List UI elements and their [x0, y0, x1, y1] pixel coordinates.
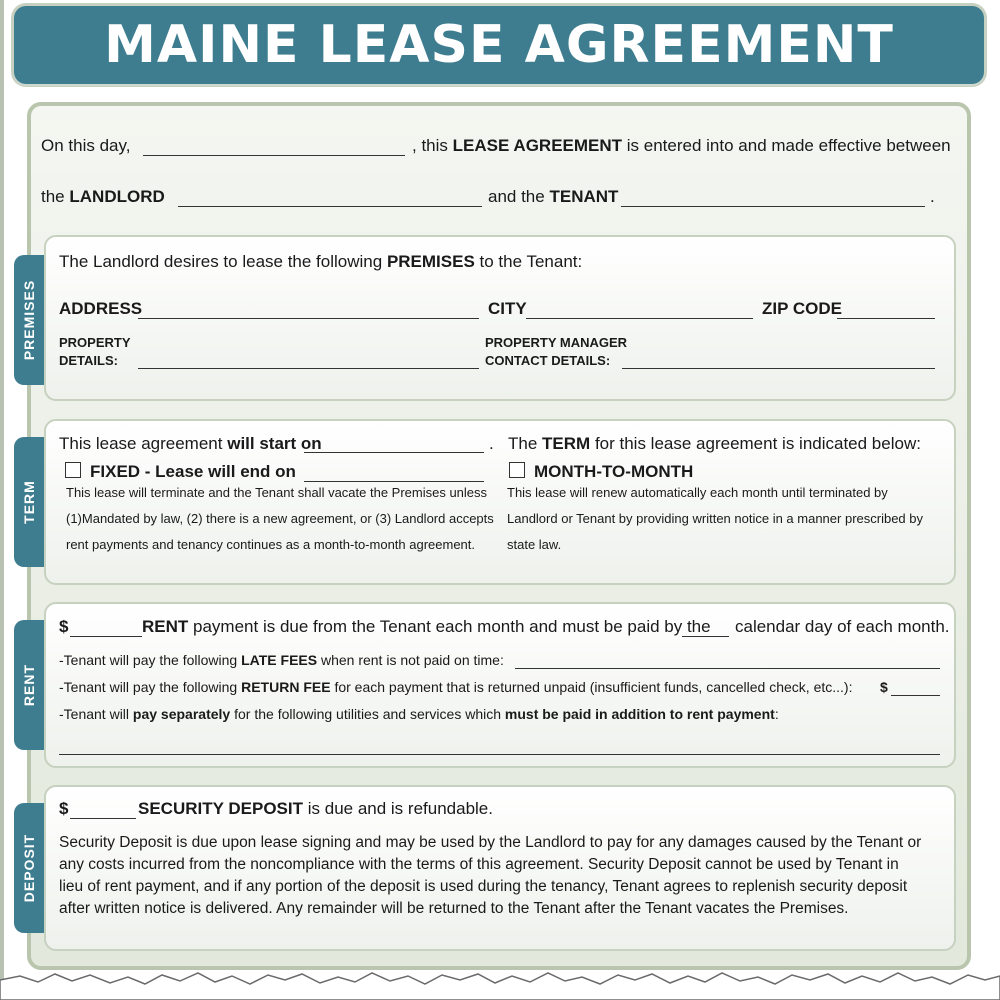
intro-period: . [930, 187, 935, 206]
zip-field[interactable] [837, 318, 935, 319]
city-label: CITY [488, 299, 527, 318]
fixed-label: FIXED - Lease will end on [90, 462, 296, 481]
deposit-paragraph-4: after written notice is delivered. Any remainder will be returned to the Tenant after the Tenant vacates the Premises. [59, 900, 849, 917]
intro-on-this-day: On this day, [41, 136, 131, 155]
term-tab: TERM [14, 437, 44, 567]
month-desc-1: This lease will renew automatically each month until terminated by [507, 485, 888, 500]
end-date-field[interactable] [304, 481, 484, 482]
date-field[interactable] [143, 155, 405, 156]
page-edge [0, 0, 4, 1000]
premises-desire-a: The Landlord desires to lease the following [59, 252, 383, 271]
deposit-dollar: $ [59, 799, 69, 818]
term-dot: . [489, 434, 494, 453]
util-colon: : [774, 706, 779, 722]
term-indicated: for this lease agreement is indicated below: [594, 434, 921, 453]
late-text-a: -Tenant will pay the following [59, 652, 238, 668]
premises-desire-c: to the Tenant: [479, 252, 583, 271]
address-field[interactable] [138, 318, 479, 319]
premises-tab: PREMISES [14, 255, 44, 385]
rent-amount-field[interactable] [70, 636, 142, 637]
rent-day-field[interactable] [682, 636, 729, 637]
deposit-paragraph-2: any costs incurred from the noncompliance with the terms of this agreement. Security Deposit cannot be used by Tenant in [59, 856, 899, 873]
late-fees-label: LATE FEES [241, 652, 318, 668]
intro-and-the: and the [488, 187, 545, 206]
city-field[interactable] [526, 318, 753, 319]
term-start-a: This lease agreement [59, 434, 223, 453]
manager-label-1: PROPERTY MANAGER [485, 335, 628, 350]
manager-contact-field[interactable] [622, 368, 935, 369]
term-start-b: will start on [227, 434, 322, 453]
deposit-tab: DEPOSIT [14, 803, 44, 933]
month-desc-2: Landlord or Tenant by providing written notice in a manner prescribed by [507, 511, 923, 526]
rent-dollar: $ [59, 617, 69, 636]
return-text-a: -Tenant will pay the following [59, 679, 238, 695]
month-desc-3: state law. [507, 537, 562, 552]
page-title: MAINE LEASE AGREEMENT [104, 15, 894, 75]
intro-lease-agreement: LEASE AGREEMENT [452, 136, 623, 155]
security-deposit-label: SECURITY DEPOSIT [138, 799, 303, 818]
intro-the: the [41, 187, 65, 206]
rent-tab: RENT [14, 620, 44, 750]
fixed-desc-2: (1)Mandated by law, (2) there is a new agreement, or (3) Landlord accepts [66, 511, 494, 526]
month-to-month-label: MONTH-TO-MONTH [534, 462, 694, 481]
fixed-checkbox[interactable] [65, 462, 81, 478]
intro-entered: is entered into and made effective between [626, 136, 951, 155]
late-text-c: when rent is not paid on time: [320, 652, 504, 668]
return-text-c: for each payment that is returned unpaid (insufficient funds, cancelled check, etc...): [334, 679, 853, 695]
deposit-paragraph-1: Security Deposit is due upon lease signing and may be used by the Landlord to pay for any damages caused by the Tenant or [59, 834, 922, 851]
premises-desire-b: PREMISES [386, 252, 475, 271]
return-dollar: $ [880, 679, 888, 695]
term-term: TERM [542, 434, 591, 453]
deposit-refundable-text: is due and is refundable. [307, 799, 493, 818]
property-details-label-2: DETAILS: [59, 353, 118, 368]
fixed-desc-3: rent payments and tenancy continues as a month-to-month agreement. [66, 537, 476, 552]
fixed-desc-1: This lease will terminate and the Tenant shall vacate the Premises unless [66, 485, 488, 500]
intro-tenant: TENANT [549, 187, 619, 206]
rent-label: RENT [142, 617, 189, 636]
torn-edge-decoration [0, 966, 1000, 1000]
return-fee-field[interactable] [891, 695, 940, 696]
tenant-field[interactable] [621, 206, 925, 207]
rent-text-c: calendar day of each month. [735, 617, 950, 636]
address-label: ADDRESS [59, 299, 143, 318]
deposit-paragraph-3: lieu of rent payment, and if any portion of the deposit is used during the tenancy, Tenant agrees to replenish security deposit [59, 878, 908, 895]
start-date-field[interactable] [304, 452, 484, 453]
late-fees-field[interactable] [515, 668, 940, 669]
manager-label-2: CONTACT DETAILS: [485, 353, 611, 368]
zip-label: ZIP CODE [762, 299, 842, 318]
util-text-c: for the following utilities and services which [234, 706, 502, 722]
landlord-field[interactable] [178, 206, 482, 207]
property-details-field[interactable] [138, 368, 479, 369]
utilities-field[interactable] [59, 754, 940, 755]
month-to-month-checkbox[interactable] [509, 462, 525, 478]
util-pay-separately: pay separately [132, 706, 231, 722]
util-text-a: -Tenant will [59, 706, 130, 722]
return-fee-label: RETURN FEE [241, 679, 331, 695]
property-details-label-1: PROPERTY [59, 335, 131, 350]
util-must-be-paid: must be paid in addition to rent payment [504, 706, 775, 722]
term-the: The [508, 434, 538, 453]
intro-this: , this [412, 136, 448, 155]
rent-text-a: payment is due from the Tenant each month and must be paid by the [193, 617, 711, 636]
deposit-amount-field[interactable] [70, 818, 136, 819]
intro-landlord: LANDLORD [69, 187, 165, 206]
title-banner [14, 6, 984, 84]
